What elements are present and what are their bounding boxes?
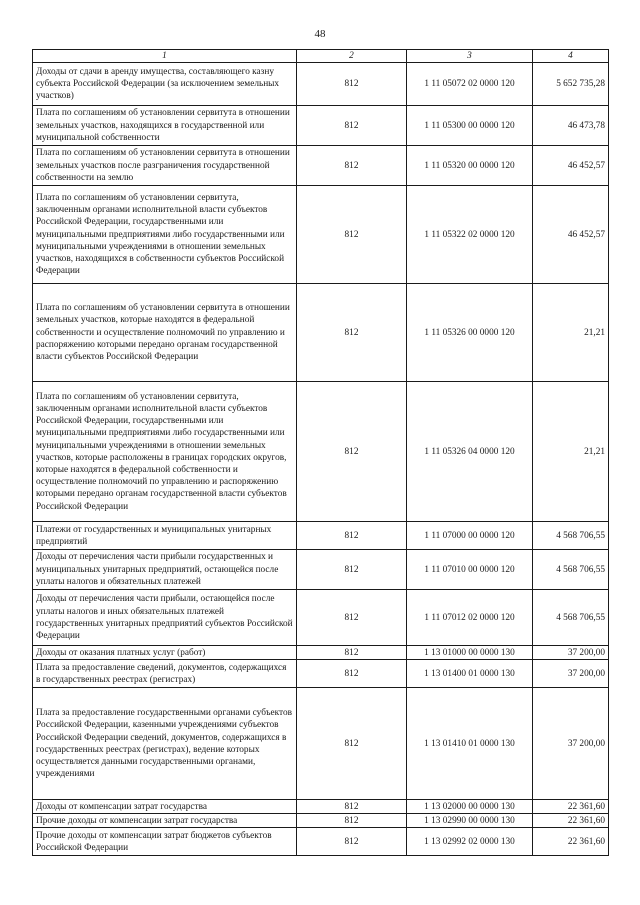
amount-cell: 4 568 706,55 — [533, 550, 609, 590]
revenue-name-cell: Доходы от перечисления части прибыли, остающейся после уплаты налогов и иных обязательных платежей государственных унитарных предприятий субъектов Российской Федерации — [33, 590, 297, 646]
table-row — [33, 522, 609, 550]
amount-cell: 46 452,57 — [533, 186, 609, 284]
table-row — [33, 590, 609, 646]
amount-cell: 37 200,00 — [533, 660, 609, 688]
page-number: 48 — [314, 28, 326, 40]
admin-code-cell: 812 — [297, 146, 407, 186]
table-row — [33, 284, 609, 382]
admin-code-cell: 812 — [297, 646, 407, 660]
admin-code-cell: 812 — [297, 186, 407, 284]
revenue-name-cell: Платежи от государственных и муниципальных унитарных предприятий — [33, 522, 297, 550]
table-row — [33, 828, 609, 856]
budget-code-cell: 1 13 02000 00 0000 130 — [407, 800, 533, 814]
column-number-4: 4 — [533, 50, 609, 63]
revenue-name-cell: Доходы от перечисления части прибыли государственных и муниципальных унитарных предприятий, остающейся после уплаты налогов и обязательных платежей — [33, 550, 297, 590]
amount-cell: 37 200,00 — [533, 688, 609, 800]
admin-code-cell: 812 — [297, 522, 407, 550]
table-header-row — [33, 50, 609, 63]
revenue-name-cell: Плата за предоставление государственными органами субъектов Российской Федерации, казенными учреждениями субъектов Российской Федерации сведений, документов, содержащихся в государственных реестрах (регистрах), ведение которых осуществляется данными государственными органами, учреждениями — [33, 688, 297, 800]
budget-code-cell: 1 11 07012 02 0000 120 — [407, 590, 533, 646]
budget-code-cell: 1 11 05326 00 0000 120 — [407, 284, 533, 382]
column-number-1: 1 — [33, 50, 297, 63]
admin-code-cell: 812 — [297, 284, 407, 382]
admin-code-cell: 812 — [297, 800, 407, 814]
table-row — [33, 550, 609, 590]
amount-cell: 4 568 706,55 — [533, 522, 609, 550]
admin-code-cell: 812 — [297, 828, 407, 856]
budget-code-cell: 1 11 05322 02 0000 120 — [407, 186, 533, 284]
amount-cell: 21,21 — [533, 382, 609, 522]
budget-code-cell: 1 11 05326 04 0000 120 — [407, 382, 533, 522]
budget-code-cell: 1 11 05320 00 0000 120 — [407, 146, 533, 186]
admin-code-cell: 812 — [297, 688, 407, 800]
admin-code-cell: 812 — [297, 106, 407, 146]
amount-cell: 22 361,60 — [533, 828, 609, 856]
revenue-table — [32, 49, 609, 856]
table-row — [33, 382, 609, 522]
revenue-name-cell: Плата по соглашениям об установлении сервитута, заключенным органами исполнительной власти субъектов Российской Федерации, государственными или муниципальными предприятиями либо государственными или муниципальными учреждениями в отношении земельных участков, которые расположены в границах городских округов, которые находятся в федеральной собственности и осуществление полномочий по управлению и распоряжению которыми передано органам государственной власти субъектов Российской Федерации — [33, 382, 297, 522]
budget-code-cell: 1 11 07010 00 0000 120 — [407, 550, 533, 590]
revenue-name-cell: Плата по соглашениям об установлении сервитута в отношении земельных участков, которые находятся в федеральной собственности и осуществление полномочий по управлению и распоряжению которыми передано органам государственной власти субъектов Российской Федерации — [33, 284, 297, 382]
budget-code-cell: 1 13 01000 00 0000 130 — [407, 646, 533, 660]
amount-cell: 22 361,60 — [533, 814, 609, 828]
revenue-name-cell: Плата за предоставление сведений, документов, содержащихся в государственных реестрах (регистрах) — [33, 660, 297, 688]
amount-cell: 5 652 735,28 — [533, 63, 609, 106]
amount-cell: 46 473,78 — [533, 106, 609, 146]
table-row — [33, 646, 609, 660]
amount-cell: 21,21 — [533, 284, 609, 382]
budget-code-cell: 1 13 01400 01 0000 130 — [407, 660, 533, 688]
table-row — [33, 688, 609, 800]
revenue-name-cell: Доходы от сдачи в аренду имущества, составляющего казну субъекта Российской Федерации (за исключением земельных участков) — [33, 63, 297, 106]
admin-code-cell: 812 — [297, 660, 407, 688]
revenue-name-cell: Плата по соглашениям об установлении сервитута, заключенным органами исполнительной власти субъектов Российской Федерации, государственными или муниципальными предприятиями либо государственными или муниципальными учреждениями в отношении земельных участков, находящихся в собственности субъектов Российской Федерации — [33, 186, 297, 284]
table-row — [33, 106, 609, 146]
table-row — [33, 660, 609, 688]
admin-code-cell: 812 — [297, 382, 407, 522]
amount-cell: 4 568 706,55 — [533, 590, 609, 646]
table-row — [33, 186, 609, 284]
admin-code-cell: 812 — [297, 814, 407, 828]
revenue-name-cell: Плата по соглашениям об установлении сервитута в отношении земельных участков после разграничения государственной собственности на землю — [33, 146, 297, 186]
column-number-2: 2 — [297, 50, 407, 63]
table-row — [33, 800, 609, 814]
revenue-name-cell: Прочие доходы от компенсации затрат государства — [33, 814, 297, 828]
column-number-3: 3 — [407, 50, 533, 63]
amount-cell: 22 361,60 — [533, 800, 609, 814]
budget-code-cell: 1 13 01410 01 0000 130 — [407, 688, 533, 800]
revenue-name-cell: Плата по соглашениям об установлении сервитута в отношении земельных участков, находящихся в государственной или муниципальной собственности — [33, 106, 297, 146]
budget-code-cell: 1 11 07000 00 0000 120 — [407, 522, 533, 550]
table-row — [33, 63, 609, 106]
admin-code-cell: 812 — [297, 590, 407, 646]
table-row — [33, 146, 609, 186]
budget-code-cell: 1 11 05300 00 0000 120 — [407, 106, 533, 146]
revenue-name-cell: Прочие доходы от компенсации затрат бюджетов субъектов Российской Федерации — [33, 828, 297, 856]
budget-code-cell: 1 13 02992 02 0000 130 — [407, 828, 533, 856]
budget-code-cell: 1 13 02990 00 0000 130 — [407, 814, 533, 828]
revenue-name-cell: Доходы от компенсации затрат государства — [33, 800, 297, 814]
revenue-name-cell: Доходы от оказания платных услуг (работ) — [33, 646, 297, 660]
amount-cell: 46 452,57 — [533, 146, 609, 186]
amount-cell: 37 200,00 — [533, 646, 609, 660]
admin-code-cell: 812 — [297, 550, 407, 590]
admin-code-cell: 812 — [297, 63, 407, 106]
table-row — [33, 814, 609, 828]
budget-code-cell: 1 11 05072 02 0000 120 — [407, 63, 533, 106]
